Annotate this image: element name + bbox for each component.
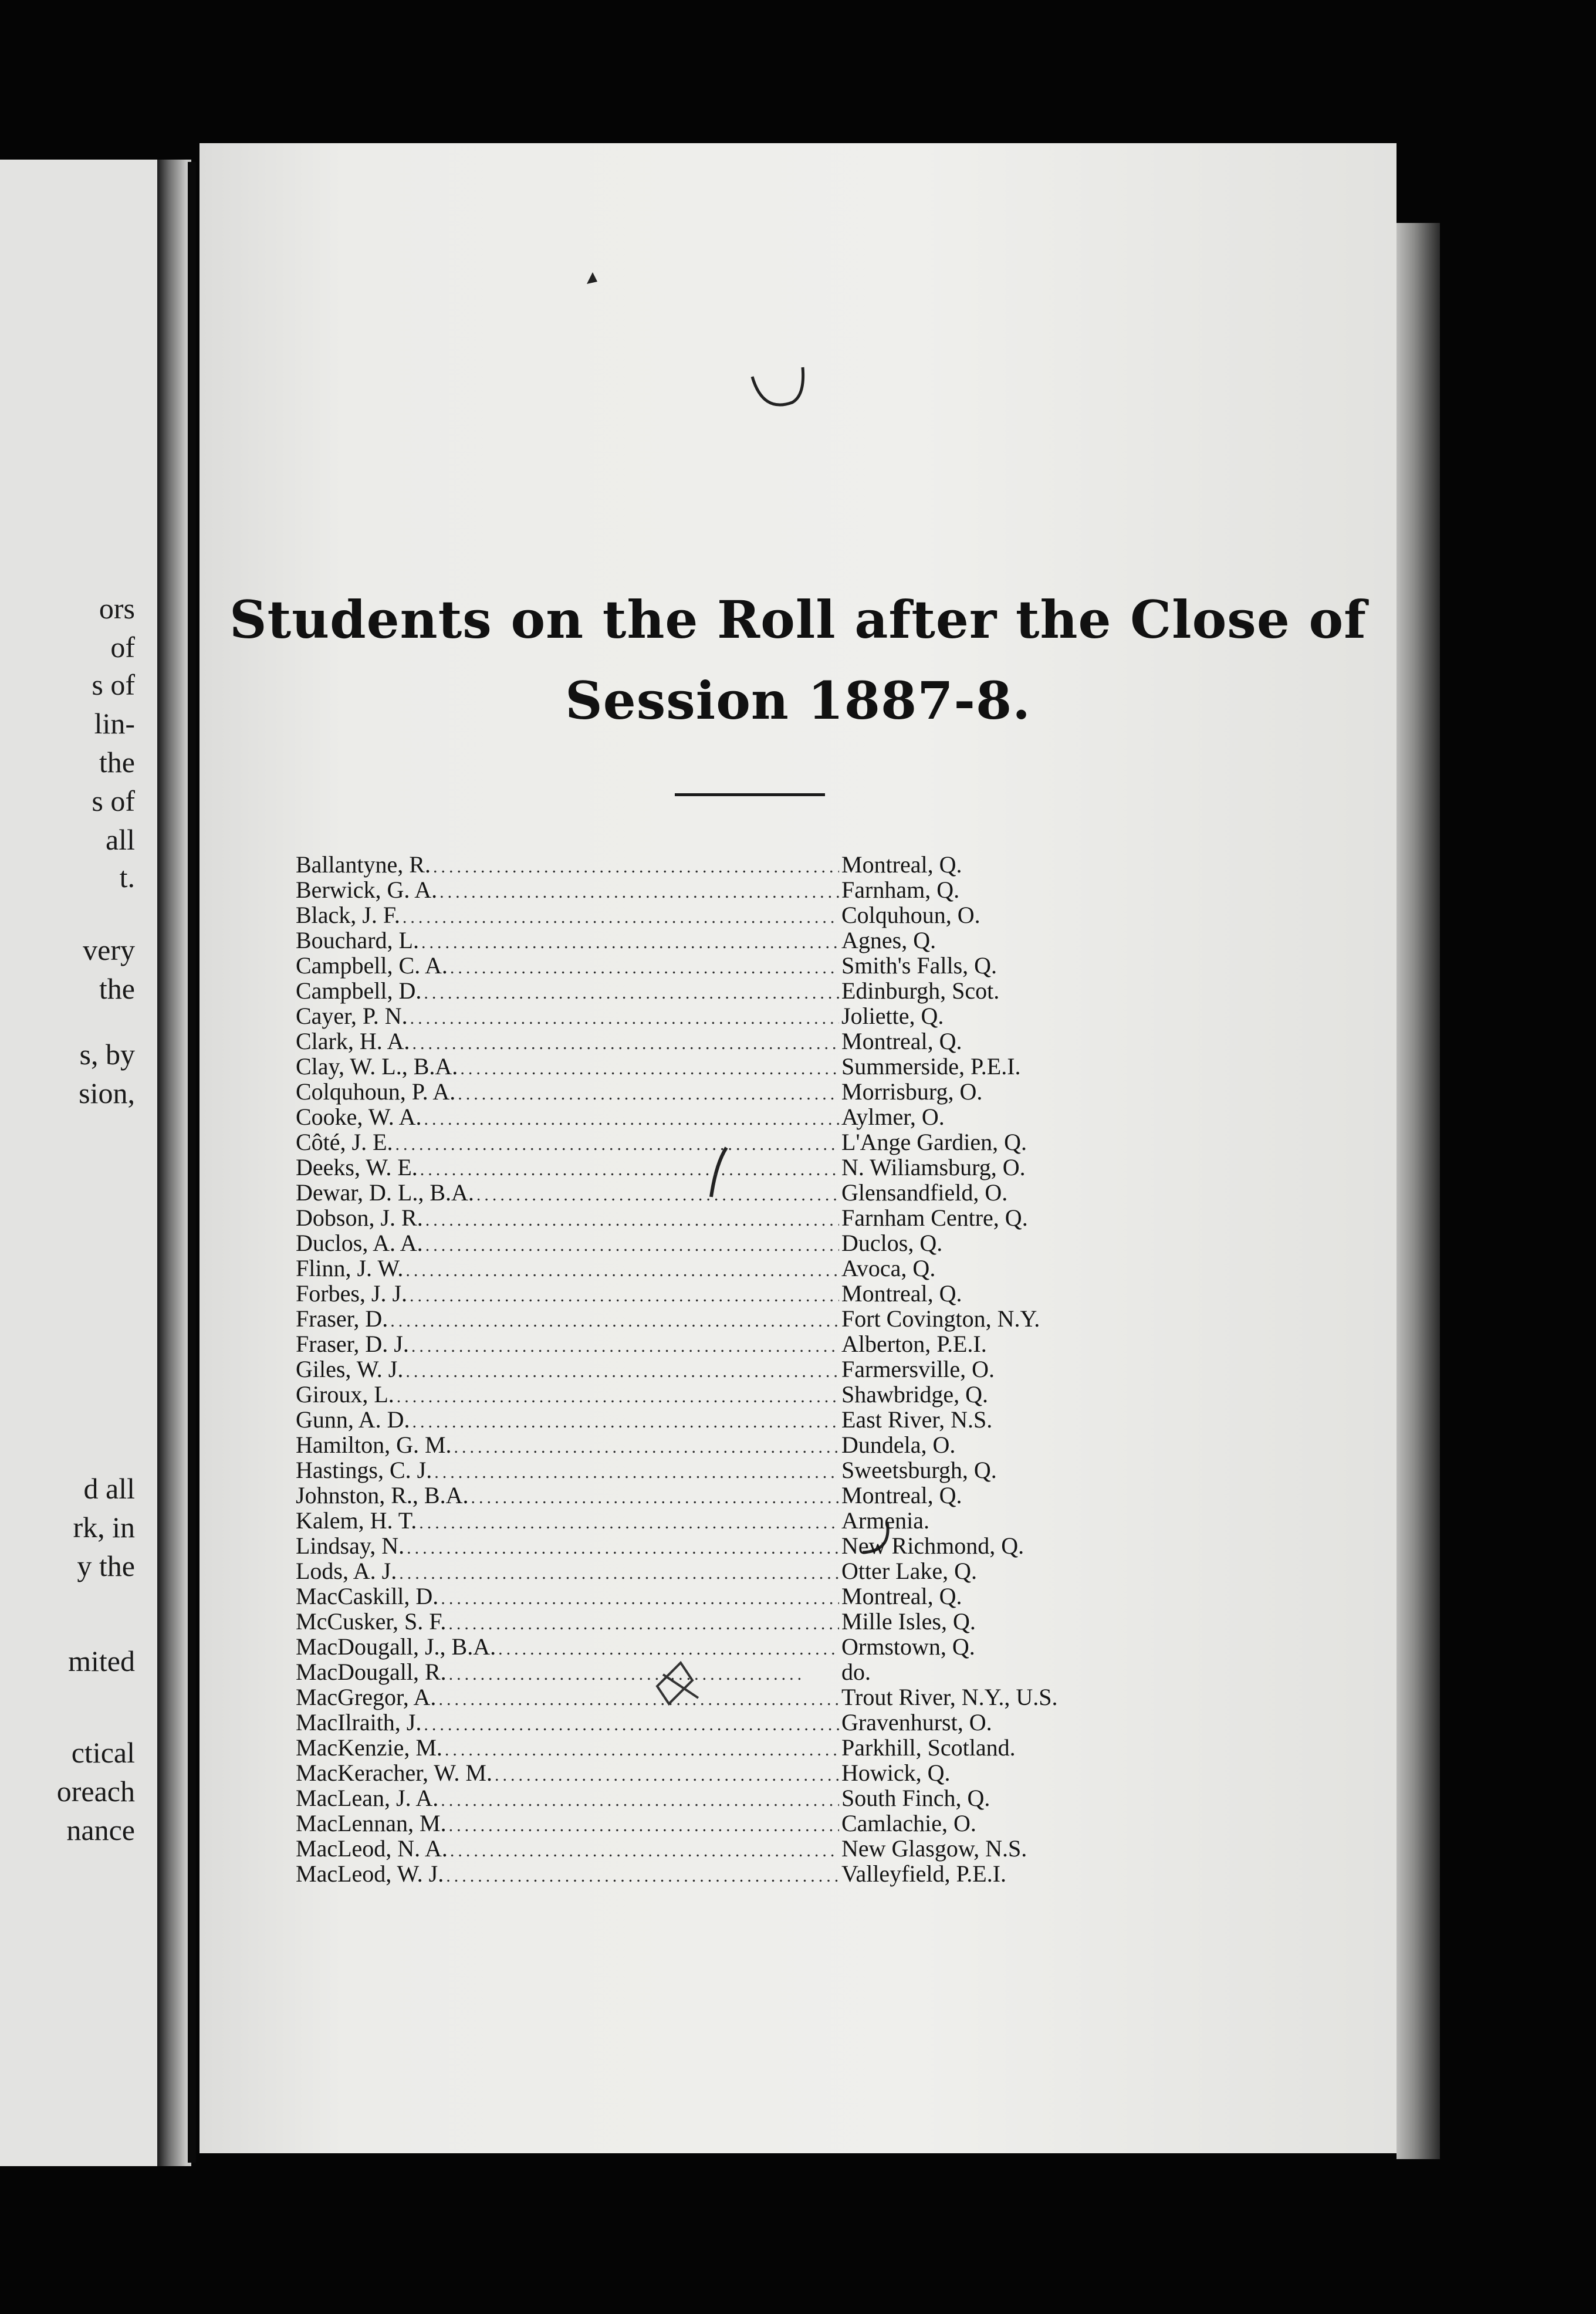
left-page-text-fragment: t. [119,861,135,894]
student-row [296,1205,1117,1230]
leader-dots [438,1687,839,1712]
student-name: Campbell, D. [296,977,422,1004]
leader-dots [449,1813,839,1838]
student-hometown: Ormstown, Q. [841,1633,975,1660]
leader-dots [433,854,839,879]
leader-dots [403,905,839,930]
student-hometown: Farnham, Q. [841,877,960,903]
left-page-text-fragment: ors [99,592,135,625]
student-name: Lindsay, N. [296,1532,405,1559]
student-hometown: Armenia. [841,1507,929,1534]
student-hometown: Dundela, O. [841,1432,956,1458]
student-hometown: Montreal, Q. [841,1482,962,1508]
student-row [296,1356,1117,1382]
leader-dots [425,1207,839,1233]
leader-dots [407,1535,839,1561]
leader-dots [448,1611,839,1636]
bleed-through-shadow [1138,401,1385,1164]
left-page-text-fragment: s, by [79,1038,135,1071]
book-spine [188,162,196,2163]
student-hometown: Montreal, Q. [841,1028,962,1054]
student-name: Black, J. F. [296,902,400,928]
leader-dots [425,1233,839,1258]
student-hometown: Summerside, P.E.I. [841,1053,1021,1080]
leader-dots [434,1460,839,1485]
student-row [296,1230,1117,1256]
student-hometown: Fort Covington, N.Y. [841,1305,1040,1332]
left-page-text-fragment: ctical [71,1736,135,1769]
student-hometown: Farnham Centre, Q. [841,1205,1028,1231]
student-row [296,1659,1117,1684]
student-row [296,1457,1117,1483]
left-page-text-fragment: rk, in [73,1511,135,1544]
leader-dots [411,1334,839,1359]
leader-dots [495,1762,839,1788]
student-name: MacIlraith, J. [296,1709,422,1736]
student-hometown: Sweetsburgh, Q. [841,1457,997,1483]
student-name: MacDougall, R. [296,1659,447,1685]
document-page [200,143,1396,2153]
student-hometown: Aylmer, O. [841,1104,945,1130]
student-row [296,1634,1117,1659]
student-row [296,877,1117,902]
student-row [296,978,1117,1003]
leader-dots [405,1258,839,1283]
left-page-text-fragment: lin- [94,707,135,740]
student-name: Cayer, P. N. [296,1003,408,1029]
leader-dots [450,955,839,980]
student-row [296,1861,1117,1886]
student-hometown: Montreal, Q. [841,1280,962,1307]
pencil-arc-mark [739,354,816,419]
student-name: Berwick, G. A. [296,877,438,903]
student-hometown: L'Ange Gardien, Q. [841,1129,1027,1155]
student-name: MacLennan, M. [296,1810,447,1836]
student-row [296,953,1117,978]
student-row [296,1558,1117,1584]
left-page-text-fragment: the [99,972,135,1005]
student-hometown: East River, N.S. [841,1406,993,1433]
leader-dots [420,1157,839,1182]
student-row [296,1609,1117,1634]
left-page-text-fragment: sion, [79,1077,135,1109]
student-row [296,1584,1117,1609]
student-name: Flinn, J. W. [296,1255,404,1281]
student-name: Ballantyne, R. [296,851,431,878]
student-row [296,1029,1117,1054]
page-title-line-2: Session 1887-8. [565,670,1031,731]
student-name: Deeks, W. E. [296,1154,418,1180]
page-edge-shadow [1396,223,1440,2159]
left-page-text-fragment: the [99,746,135,779]
leader-dots [410,1283,839,1308]
page-gutter [157,160,191,2166]
title-divider-rule [675,793,825,796]
leader-dots [441,1586,839,1611]
left-page-text-fragment: all [106,823,135,856]
leader-dots [390,1308,839,1334]
left-page-text-fragment: nance [66,1814,135,1846]
student-row [296,1331,1117,1356]
student-name: Forbes, J. J. [296,1280,408,1307]
student-name: MacLean, J. A. [296,1785,439,1811]
student-row [296,1382,1117,1407]
leader-dots [441,1788,839,1813]
student-hometown: Shawbridge, Q. [841,1381,988,1408]
student-row [296,928,1117,953]
left-page-text-fragment: oreach [56,1775,135,1808]
leader-dots [460,1056,839,1081]
left-page-text-fragment: d all [83,1472,135,1505]
student-name: Fraser, D. [296,1305,388,1332]
student-hometown: Montreal, Q. [841,851,962,878]
left-page-text-fragment: y the [77,1550,135,1582]
leader-dots [399,1561,839,1586]
student-row [296,1735,1117,1760]
student-hometown: Duclos, Q. [841,1230,943,1256]
student-row [296,1710,1117,1735]
leader-dots [449,1662,804,1687]
student-name: MacLeod, N. A. [296,1835,448,1862]
student-name: Clark, H. A. [296,1028,410,1054]
student-row [296,1256,1117,1281]
student-row [296,1155,1117,1180]
student-name: Fraser, D. J. [296,1331,409,1357]
student-name: Hastings, C. J. [296,1457,432,1483]
student-hometown: Farmersville, O. [841,1356,995,1382]
left-page-text-fragment: of [110,631,135,664]
leader-dots [410,1006,839,1031]
left-page-text-fragment: mited [68,1645,135,1677]
student-hometown: Agnes, Q. [841,927,936,953]
leader-dots [412,1409,839,1435]
leader-dots [405,1359,839,1384]
left-page-text-fragment: s of [92,784,135,817]
student-hometown: Mille Isles, Q. [841,1608,976,1635]
student-hometown: Valleyfield, P.E.I. [841,1860,1007,1887]
leader-dots [424,980,839,1006]
leader-dots [476,1182,839,1207]
student-name: Dobson, J. R. [296,1205,423,1231]
leader-dots [412,1031,839,1056]
student-name: Dewar, D. L., B.A. [296,1179,474,1206]
student-name: MacCaskill, D. [296,1583,439,1609]
student-hometown: New Richmond, Q. [841,1532,1024,1559]
student-hometown: Glensandfield, O. [841,1179,1008,1206]
leader-dots [458,1081,839,1107]
student-row [296,852,1117,877]
student-row [296,1407,1117,1432]
student-row [296,1785,1117,1811]
leader-dots [445,1737,839,1762]
student-hometown: Trout River, N.Y., U.S. [841,1684,1058,1710]
student-hometown: Edinburgh, Scot. [841,977,1000,1004]
student-row [296,1836,1117,1861]
leader-dots [395,1132,839,1157]
student-hometown: Smith's Falls, Q. [841,952,998,979]
student-name: MacDougall, J., B.A. [296,1633,496,1660]
student-hometown: N. Wiliamsburg, O. [841,1154,1026,1180]
student-name: Lods, A. J. [296,1558,397,1584]
student-name: Côté, J. E. [296,1129,393,1155]
student-hometown: Parkhill, Scotland. [841,1734,1016,1761]
leader-dots [471,1485,840,1510]
student-row [296,902,1117,928]
student-row [296,1508,1117,1533]
ink-speck-mark [575,261,610,296]
student-name: MacLeod, W. J. [296,1860,444,1887]
leader-dots [419,1510,839,1535]
student-hometown: Colquhoun, O. [841,902,980,928]
leader-dots [446,1863,839,1889]
student-hometown: do. [841,1659,871,1685]
student-hometown: Otter Lake, Q. [841,1558,978,1584]
student-name: MacKenzie, M. [296,1734,442,1761]
leader-dots [450,1838,839,1863]
left-page-text-fragment: s of [92,668,135,701]
student-row [296,1811,1117,1836]
student-row [296,1533,1117,1558]
student-name: Gunn, A. D. [296,1406,410,1433]
left-page-text-fragment: very [83,933,135,966]
student-row [296,1054,1117,1079]
leader-dots [421,930,839,955]
student-name: Duclos, A. A. [296,1230,423,1256]
student-roll-list [296,852,1117,1886]
student-hometown: Camlachie, O. [841,1810,976,1836]
leader-dots [498,1636,839,1662]
student-hometown: Howick, Q. [841,1760,951,1786]
student-name: Bouchard, L. [296,927,419,953]
student-row [296,1281,1117,1306]
left-facing-page [0,160,160,2166]
student-hometown: Morrisburg, O. [841,1078,983,1105]
student-name: Campbell, C. A. [296,952,448,979]
student-hometown: Avoca, Q. [841,1255,936,1281]
student-row [296,1104,1117,1129]
student-row [296,1432,1117,1457]
student-name: Giles, W. J. [296,1356,404,1382]
student-hometown: New Glasgow, N.S. [841,1835,1027,1862]
student-name: Johnston, R., B.A. [296,1482,469,1508]
student-row [296,1129,1117,1155]
student-name: Giroux, L. [296,1381,394,1408]
leader-dots [424,1712,839,1737]
student-hometown: Alberton, P.E.I. [841,1331,987,1357]
student-row [296,1003,1117,1029]
student-name: Hamilton, G. M. [296,1432,452,1458]
page-title-line-1: Students on the Roll after the Close of [229,589,1367,650]
student-name: MacGregor, A. [296,1684,437,1710]
student-name: Colquhoun, P. A. [296,1078,456,1105]
student-hometown: Gravenhurst, O. [841,1709,992,1736]
student-row [296,1684,1117,1710]
student-name: Kalem, H. T. [296,1507,417,1534]
student-hometown: South Finch, Q. [841,1785,990,1811]
leader-dots [454,1435,839,1460]
student-row [296,1483,1117,1508]
student-name: MacKeracher, W. M. [296,1760,492,1786]
leader-dots [397,1384,839,1409]
student-row [296,1079,1117,1104]
student-row [296,1180,1117,1205]
student-name: Cooke, W. A. [296,1104,422,1130]
student-row [296,1306,1117,1331]
leader-dots [424,1107,839,1132]
student-hometown: Joliette, Q. [841,1003,944,1029]
student-row [296,1760,1117,1785]
leader-dots [439,879,839,905]
student-name: Clay, W. L., B.A. [296,1053,458,1080]
student-hometown: Montreal, Q. [841,1583,962,1609]
student-name: McCusker, S. F. [296,1608,447,1635]
